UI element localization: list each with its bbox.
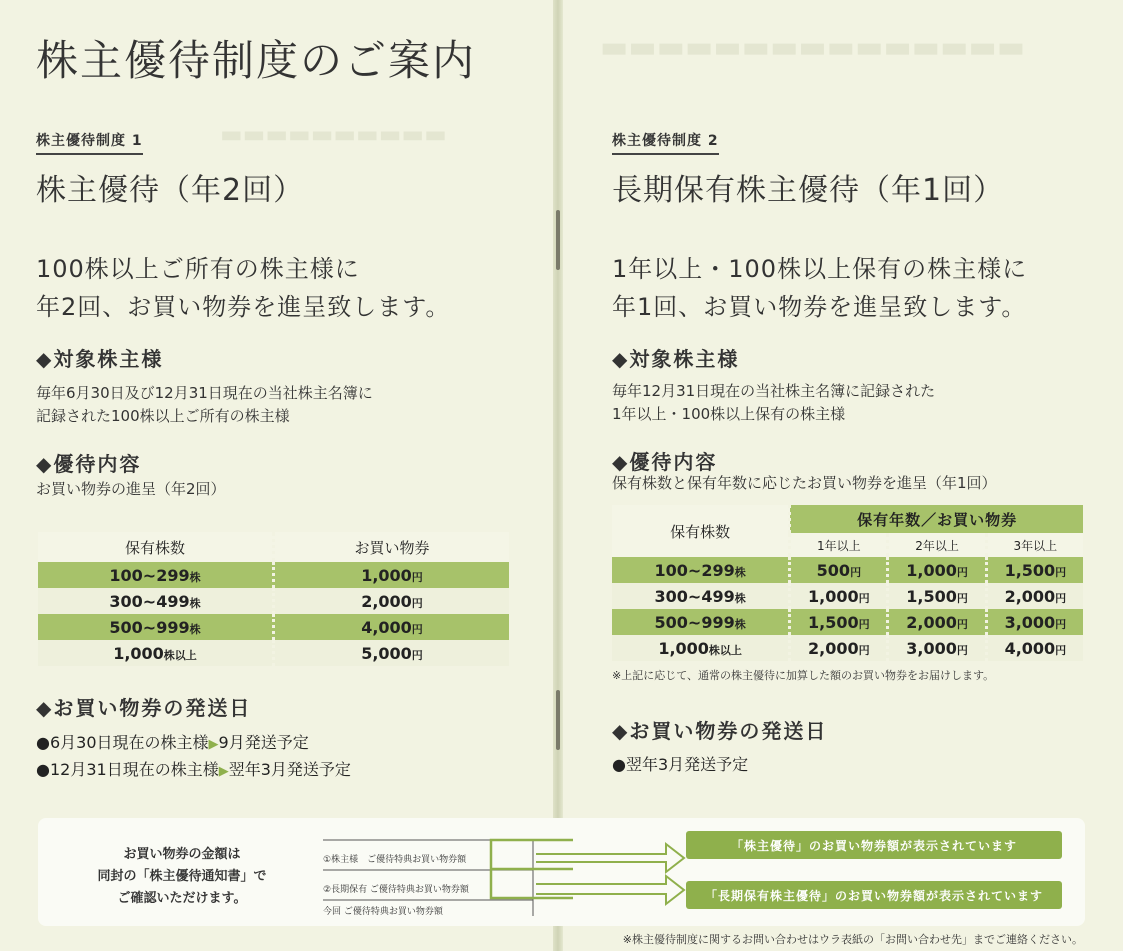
system1-lead: 100株以上ご所有の株主様に 年2回、お買い物券を進呈致します。	[36, 255, 451, 321]
system1-table	[38, 532, 509, 666]
label-regular-benefit: 「株主優待」のお買い物券額が表示されています	[686, 831, 1062, 859]
book-spine	[553, 0, 563, 951]
system2-tag: 株主優待制度 2	[612, 130, 719, 155]
notice-panel	[38, 818, 1085, 926]
table-header: 2年以上	[888, 533, 986, 557]
arrow-icon	[536, 832, 696, 912]
page-title: 株主優待制度のご案内	[36, 36, 477, 85]
show-through-text: ▬▬▬▬▬▬▬▬▬▬▬▬▬▬▬	[600, 30, 1026, 65]
table-header: 保有株数	[612, 505, 790, 557]
system2-shipping: ●翌年3月発送予定	[612, 755, 749, 774]
table-row: 300~499株 1,000円 1,500円 2,000円	[612, 583, 1083, 609]
system2-target-text: 毎年12月31日現在の当社株主名簿に記録された 1年以上・100株以上保有の株主様	[612, 382, 936, 423]
system1-content-text: お買い物券の進呈（年2回）	[36, 480, 226, 498]
system2-lead: 1年以上・100株以上保有の株主様に 年1回、お買い物券を進呈致します。	[612, 255, 1028, 321]
system1-target-text: 毎年6月30日及び12月31日現在の当社株主名簿に 記録された100株以上ご所有の株主様	[36, 384, 373, 425]
list-item: ●6月30日現在の株主様▶9月発送予定	[36, 733, 309, 752]
system1-tag: 株主優待制度 1	[36, 130, 143, 155]
table-header: 3年以上	[986, 533, 1083, 557]
system1-content-heading: ◆優待内容	[36, 452, 142, 476]
system1-target-heading: ◆対象株主様	[36, 347, 164, 371]
table-header: 保有株数	[38, 532, 274, 562]
list-item: ●12月31日現在の株主様▶翌年3月発送予定	[36, 760, 351, 779]
system2-content-heading: ◆優待内容	[612, 450, 718, 474]
table-row: 500~999株 1,500円 2,000円 3,000円	[612, 609, 1083, 635]
form-line: ②長期保有 ご優待特典お買い物券額	[323, 885, 469, 895]
system2-table	[612, 505, 1083, 661]
table-header: 1年以上	[790, 533, 888, 557]
triangle-icon: ▶	[218, 764, 229, 779]
system1-shipping-list	[36, 730, 351, 784]
staple-bottom	[556, 690, 560, 750]
table-row: 100~299株 500円 1,000円 1,500円	[612, 557, 1083, 583]
show-through-text: ▬▬▬▬▬▬▬▬▬▬	[220, 120, 447, 148]
triangle-icon: ▶	[208, 737, 219, 752]
table-row: 100~299株 1,000円	[38, 562, 509, 588]
system2-content-text: 保有株数と保有年数に応じたお買い物券を進呈（年1回）	[612, 474, 997, 492]
system2-title: 長期保有株主優待（年1回）	[612, 173, 1005, 208]
notice-text: お買い物券の金額は 同封の「株主優待通知書」で ご確認いただけます。	[97, 847, 267, 906]
table-header: お買い物券	[274, 532, 510, 562]
table-group-header: 保有年数／お買い物券	[790, 505, 1083, 533]
system2-target-heading: ◆対象株主様	[612, 347, 740, 371]
footnote: ※株主優待制度に関するお問い合わせはウラ表紙の「お問い合わせ先」までご連絡ください。	[622, 933, 1083, 946]
staple-top	[556, 210, 560, 270]
system2-table-note: ※上記に応じて、通常の株主優待に加算した額のお買い物券をお届けします。	[612, 669, 995, 682]
system1-shipping-heading: ◆お買い物券の発送日	[36, 696, 252, 720]
table-row: 1,000株以上 2,000円 3,000円 4,000円	[612, 635, 1083, 661]
system2-shipping-heading: ◆お買い物券の発送日	[612, 719, 828, 743]
notice-form-sample	[283, 838, 573, 916]
table-row: 300~499株 2,000円	[38, 588, 509, 614]
system1-title: 株主優待（年2回）	[36, 173, 305, 208]
label-long-term-benefit: 「長期保有株主優待」のお買い物券額が表示されています	[686, 881, 1062, 909]
form-line: ①株主様 ご優待特典お買い物券額	[323, 855, 467, 865]
form-line: 今回 ご優待特典お買い物券額	[323, 907, 443, 917]
table-row: 1,000株以上 5,000円	[38, 640, 509, 666]
table-row: 500~999株 4,000円	[38, 614, 509, 640]
